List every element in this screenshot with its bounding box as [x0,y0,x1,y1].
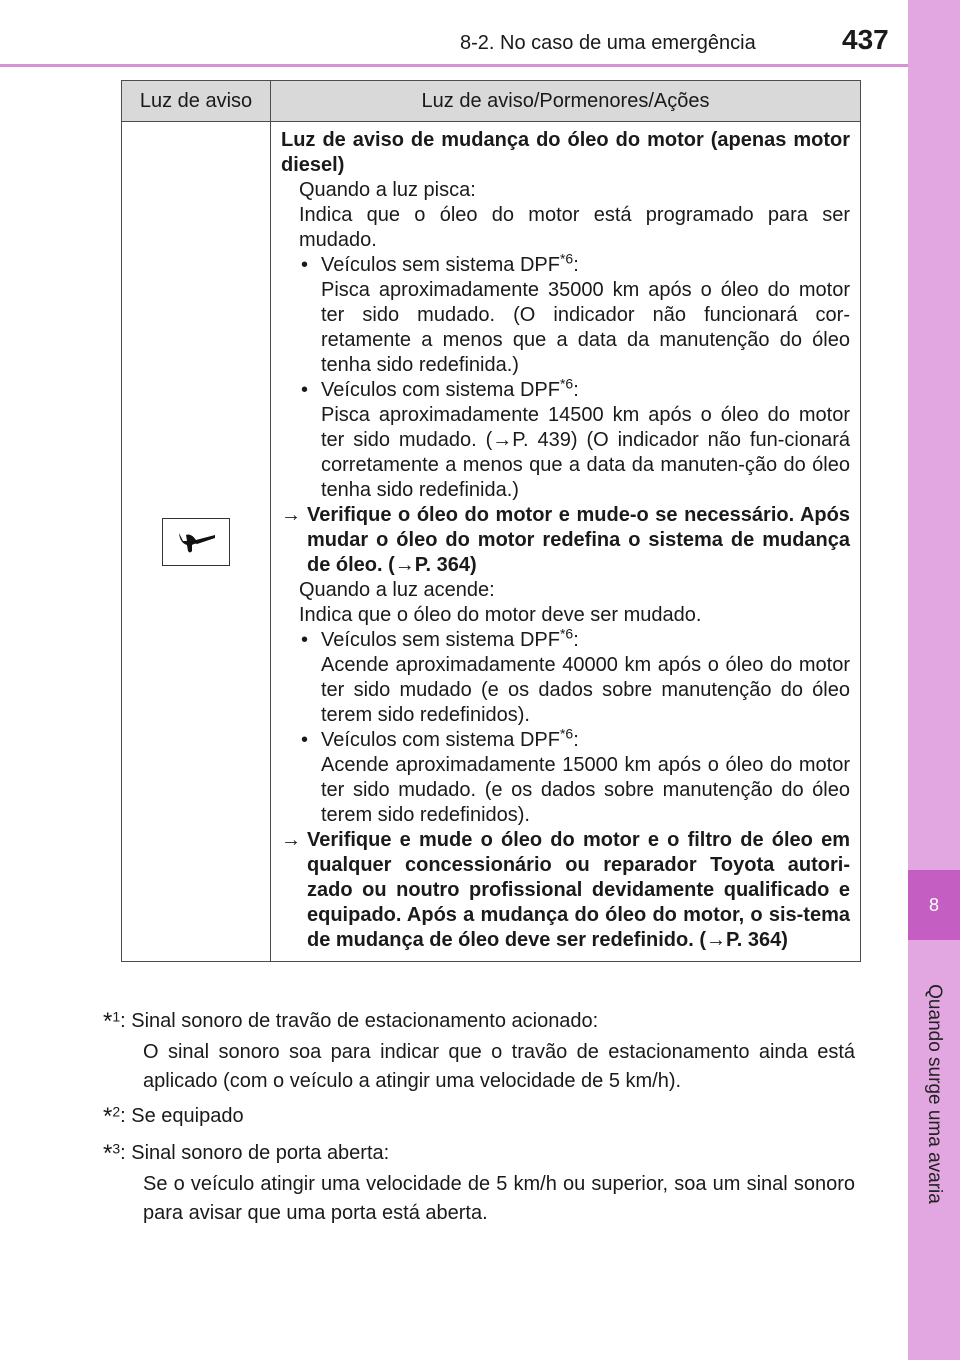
footnote [103,1007,855,1096]
footnote-star: * [103,1140,113,1167]
list-item: • Veículos sem sistema DPF$^{*6}$: [301,625,579,651]
warning-title: Luz de aviso de mudança do óleo do motor (apenas motor diesel) [281,129,850,176]
blink-text: Indica que o óleo do motor está programado para ser mudado. [299,204,850,251]
blink-label: Quando a luz pisca: [299,179,476,201]
table-row [122,122,861,962]
footnote-heading: : Se equipado [120,1105,244,1127]
chapter-tab [908,870,960,940]
list-item: • Veículos sem sistema DPF$^{*6}$: [301,250,579,276]
action-text: Verifique o óleo do motor e mude-o se necessário. Após mudar o óleo do motor redefina o sistema de mudança de óleo. (→P. 364) [307,504,850,576]
footnote-body: Se o veículo atingir uma velocidade de 5 km/h ou superior, soa um sinal sonoro para avisar que uma porta está aberta. [143,1173,855,1224]
footnote-mark: *6 [559,250,574,267]
footnote-body: O sinal sonoro soa para indicar que o travão de estacionamento ainda está aplicado (com o veículo a atingir uma velocidade de 5 km/h). [143,1041,855,1092]
bullet-label-suffix: : [573,729,579,751]
bullet-label-suffix: : [573,379,579,401]
wrench-icon [162,518,230,566]
bullet-label: Veículos sem sistema DPF [321,629,560,651]
footnote-number: 2 [112,1103,121,1120]
footnote-mark: *6 [559,375,574,392]
header-rule [0,64,908,67]
arrow-icon: → [281,504,301,526]
warning-light-table [121,80,861,962]
bullet-text: Acende aproximadamente 15000 km após o óleo do motor ter sido mudado. (e os dados sobre manutenção do óleo terem sido redefinidos). [321,754,850,826]
chapter-title: Quando surge uma avaria [924,984,945,1204]
table-header-row [122,81,861,122]
warning-light-cell [122,122,271,962]
action-text: Verifique e mude o óleo do motor e o filtro de óleo em qualquer concessionário ou reparador Toyota autori-zado ou noutro profissional devidamente qualificado e equipado. Após a mudança do óleo do motor, o sis-tema de mudança de óleo deve ser redefinido. (→P. 364) [307,829,850,951]
footnote-heading: : Sinal sonoro de travão de estacionamento acionado: [120,1010,599,1032]
bullet-label-suffix: : [573,629,579,651]
footnote [103,1102,855,1133]
chapter-number: 8 [928,894,939,915]
bullet-label: Veículos com sistema DPF [321,729,560,751]
footnote-mark: *6 [559,625,574,642]
footnote-heading: : Sinal sonoro de porta aberta: [120,1142,390,1164]
bullet-text: Acende aproximadamente 40000 km após o óleo do motor ter sido mudado (e os dados sobre manutenção do óleo terem sido redefinidos). [321,654,850,726]
arrow-icon: → [281,829,301,851]
page-number: 437 [842,24,889,55]
list-item: • Veículos com sistema DPF$^{*6}$: [301,725,579,751]
action-instruction [281,503,850,578]
footnote-mark: *6 [559,725,574,742]
column-header: Luz de aviso/Pormenores/Ações [271,81,861,122]
on-text: Indica que o óleo do motor deve ser mudado. [299,604,702,626]
bullet-text: Pisca aproximadamente 14500 km após o óleo do motor ter sido mudado. (→P. 439) (O indicador não fun-cionará corretamente a menos que a data da manuten-ção do óleo tenha sido redefinida.) [321,404,850,501]
action-instruction [281,828,850,953]
footnote-number: 3 [112,1140,121,1157]
footnote-number: 1 [112,1008,121,1025]
bullet-label-suffix: : [573,254,579,276]
footnotes [103,1007,855,1234]
warning-details-cell [271,122,861,962]
column-header: Luz de aviso [122,81,271,122]
bullet-text: Pisca aproximadamente 35000 km após o óleo do motor ter sido mudado. (O indicador não funcionará cor-retamente a menos que a data da manutenção do óleo tenha sido redefinida.) [321,279,850,376]
footnote-star: * [103,1103,113,1130]
footnote [103,1139,855,1228]
footnote-star: * [103,1008,113,1035]
bullet-label: Veículos com sistema DPF [321,379,560,401]
list-item: • Veículos com sistema DPF$^{*6}$: [301,375,579,401]
bullet-label: Veículos sem sistema DPF [321,254,560,276]
on-label: Quando a luz acende: [299,579,495,601]
section-title: 8-2. No caso de uma emergência [460,32,756,54]
